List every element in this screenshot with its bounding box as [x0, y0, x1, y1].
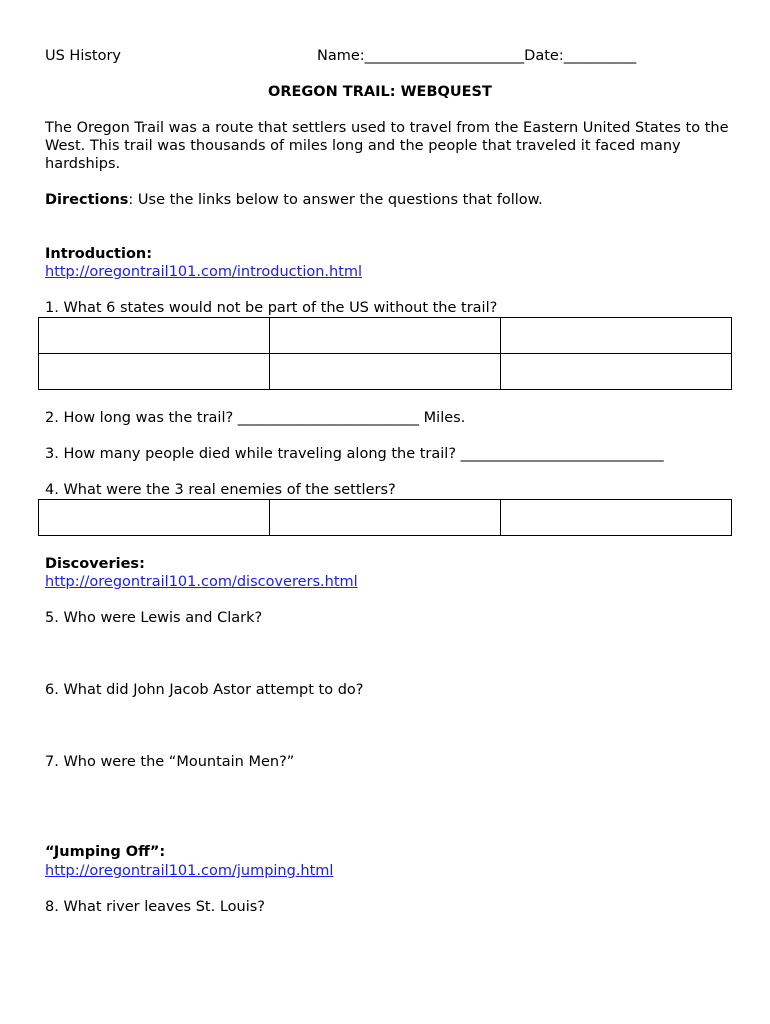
- answer-cell[interactable]: [39, 500, 270, 536]
- directions: [45, 191, 543, 209]
- answer-grid-q4: [38, 499, 732, 536]
- answer-cell[interactable]: [501, 500, 732, 536]
- question-8: 8. What river leaves St. Louis?: [45, 899, 265, 915]
- question-2[interactable]: 2. How long was the trail? _________________________ Miles.: [45, 410, 466, 426]
- table-row: [39, 354, 732, 390]
- intro-paragraph: The Oregon Trail was a route that settlers used to travel from the Eastern United States to the West. This trail was thousands of miles long and the people that traveled it faced many hardships.: [45, 120, 729, 172]
- question-7: 7. Who were the “Mountain Men?”: [45, 754, 295, 770]
- section-heading-introduction: Introduction:: [45, 246, 153, 262]
- answer-cell[interactable]: [501, 354, 732, 390]
- link-introduction[interactable]: http://oregontrail101.com/introduction.html: [45, 264, 363, 280]
- directions-text: : Use the links below to answer the questions that follow.: [128, 192, 543, 208]
- question-5: 5. Who were Lewis and Clark?: [45, 610, 263, 626]
- question-4: 4. What were the 3 real enemies of the settlers?: [45, 482, 396, 498]
- directions-label: Directions: [45, 192, 129, 208]
- answer-grid-q1: [38, 317, 732, 390]
- question-3[interactable]: 3. How many people died while traveling along the trail? ____________________________: [45, 446, 664, 462]
- page-title: OREGON TRAIL: WEBQUEST: [268, 84, 492, 100]
- link-jumping-off[interactable]: http://oregontrail101.com/jumping.html: [45, 863, 334, 879]
- link-discoveries[interactable]: http://oregontrail101.com/discoverers.html: [45, 574, 358, 590]
- subject-label: US History: [45, 48, 122, 64]
- answer-cell[interactable]: [270, 500, 501, 536]
- table-row: [39, 500, 732, 536]
- answer-cell[interactable]: [270, 318, 501, 354]
- question-6: 6. What did John Jacob Astor attempt to do?: [45, 682, 364, 698]
- section-heading-discoveries: Discoveries:: [45, 556, 145, 572]
- answer-cell[interactable]: [501, 318, 732, 354]
- answer-cell[interactable]: [39, 354, 270, 390]
- question-1: 1. What 6 states would not be part of the US without the trail?: [45, 300, 498, 316]
- name-date-field[interactable]: Name:______________________Date:__________: [317, 48, 637, 64]
- answer-cell[interactable]: [270, 354, 501, 390]
- section-heading-jumping-off: “Jumping Off”:: [45, 844, 166, 860]
- table-row: [39, 318, 732, 354]
- answer-cell[interactable]: [39, 318, 270, 354]
